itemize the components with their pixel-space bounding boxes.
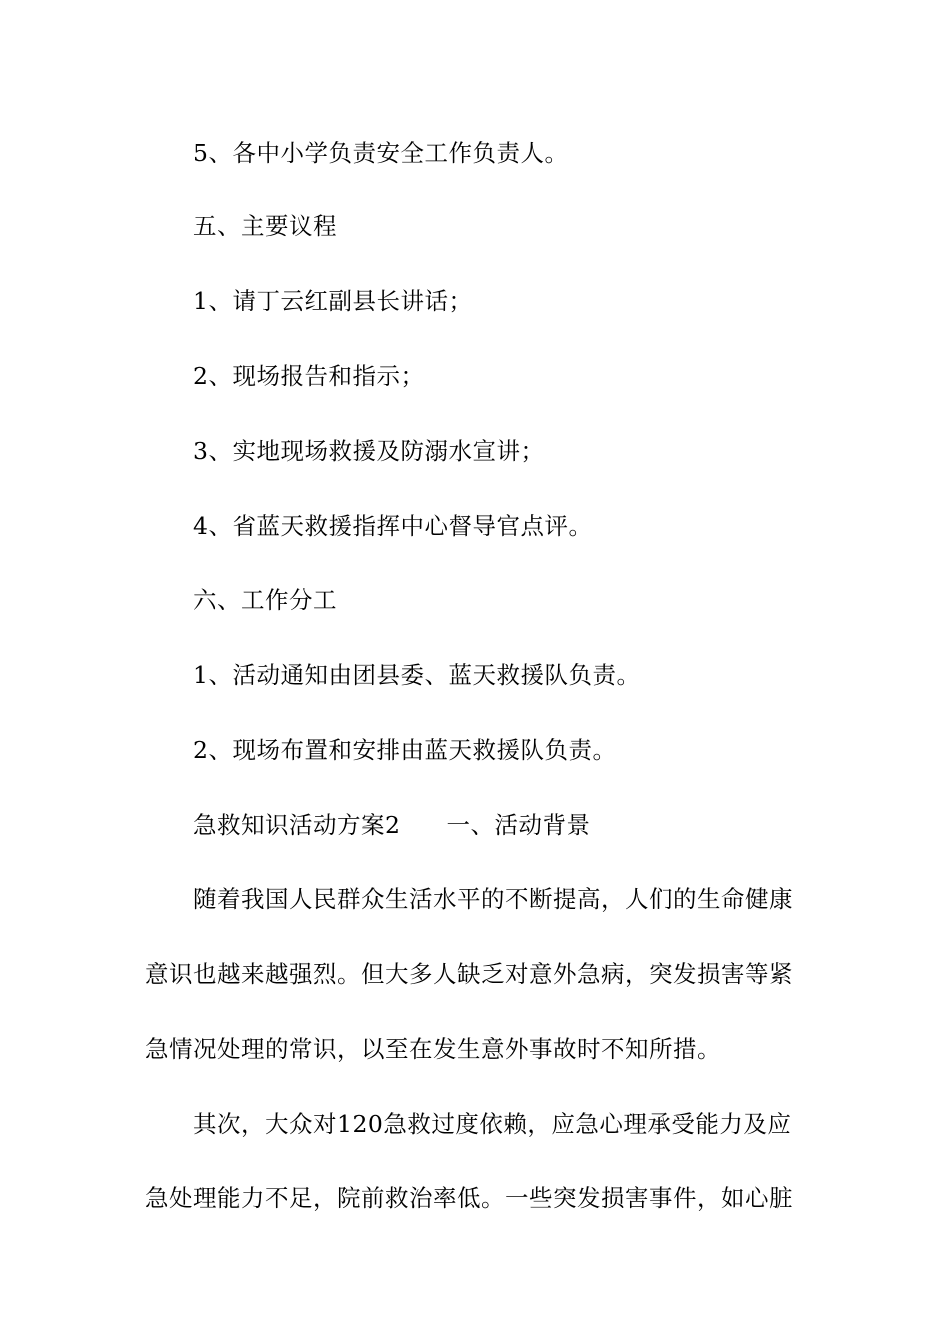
list-item-responsible-school-safety: 5、各中小学负责安全工作负责人。 bbox=[193, 139, 569, 167]
agenda-item-3: 3、实地现场救援及防溺水宣讲； bbox=[193, 437, 545, 465]
agenda-item-2: 2、现场报告和指示； bbox=[193, 362, 425, 390]
section-heading-agenda: 五、主要议程 bbox=[193, 212, 337, 240]
agenda-item-4: 4、省蓝天救援指挥中心督导官点评。 bbox=[193, 512, 593, 540]
paragraph-1-line-1: 随着我国人民群众生活水平的不断提高，人们的生命健康 bbox=[193, 885, 793, 913]
agenda-item-1: 1、请丁云红副县长讲话； bbox=[193, 287, 473, 315]
work-item-2: 2、现场布置和安排由蓝天救援队负责。 bbox=[193, 736, 617, 764]
plan-heading-line bbox=[0, 805, 950, 845]
paragraph-1-line-3: 急情况处理的常识，以至在发生意外事故时不知所措。 bbox=[145, 1035, 721, 1063]
paragraph-2-line-1: 其次，大众对120急救过度依赖，应急心理承受能力及应 bbox=[193, 1110, 792, 1138]
paragraph-2-line-2: 急处理能力不足，院前救治率低。一些突发损害事件，如心脏 bbox=[145, 1184, 793, 1212]
plan-section-background: 一、活动背景 bbox=[446, 811, 591, 839]
plan-title: 急救知识活动方案2 bbox=[193, 811, 401, 839]
work-item-1: 1、活动通知由团县委、蓝天救援队负责。 bbox=[193, 661, 641, 689]
paragraph-1-line-2: 意识也越来越强烈。但大多人缺乏对意外急病，突发损害等紧 bbox=[145, 960, 793, 988]
section-heading-division-of-work: 六、工作分工 bbox=[193, 586, 337, 614]
